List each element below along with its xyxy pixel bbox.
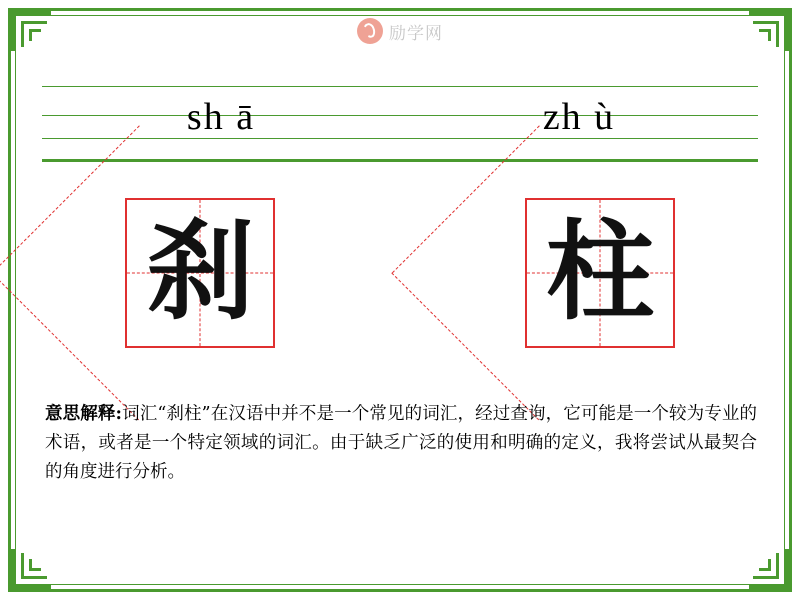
character-cell-2: [400, 198, 800, 348]
site-logo: [357, 18, 443, 44]
corner-ornament-top-left-icon: [11, 11, 57, 57]
character-glyph-1: 刹: [145, 210, 254, 335]
corner-ornament-bottom-right-icon: [743, 543, 789, 589]
corner-ornament-top-right-icon: [743, 11, 789, 57]
site-logo-text: 励学网: [389, 23, 443, 44]
character-grid-row: [0, 198, 800, 348]
character-cell-1: [0, 198, 400, 348]
pinyin-row: [42, 86, 758, 162]
explanation-label: 意思解释:: [45, 404, 122, 424]
flame-circle-icon: [357, 18, 383, 44]
character-glyph-2: 柱: [545, 210, 654, 335]
pinyin-staff: [42, 86, 758, 162]
corner-ornament-bottom-left-icon: [11, 543, 57, 589]
tianzige-box-2: [525, 198, 675, 348]
explanation-paragraph: [45, 400, 757, 487]
pinyin-cell-2: zh ù: [542, 96, 616, 138]
explanation-body: 词汇“刹柱”在汉语中并不是一个常见的词汇，经过查询，它可能是一个较为专业的术语，或者是一个特定领域的词汇。由于缺乏广泛的使用和明确的定义，我将尝试从最契合的角度进行分析。: [45, 404, 757, 482]
tianzige-box-1: [125, 198, 275, 348]
pinyin-cell-1: sh ā: [186, 96, 256, 138]
